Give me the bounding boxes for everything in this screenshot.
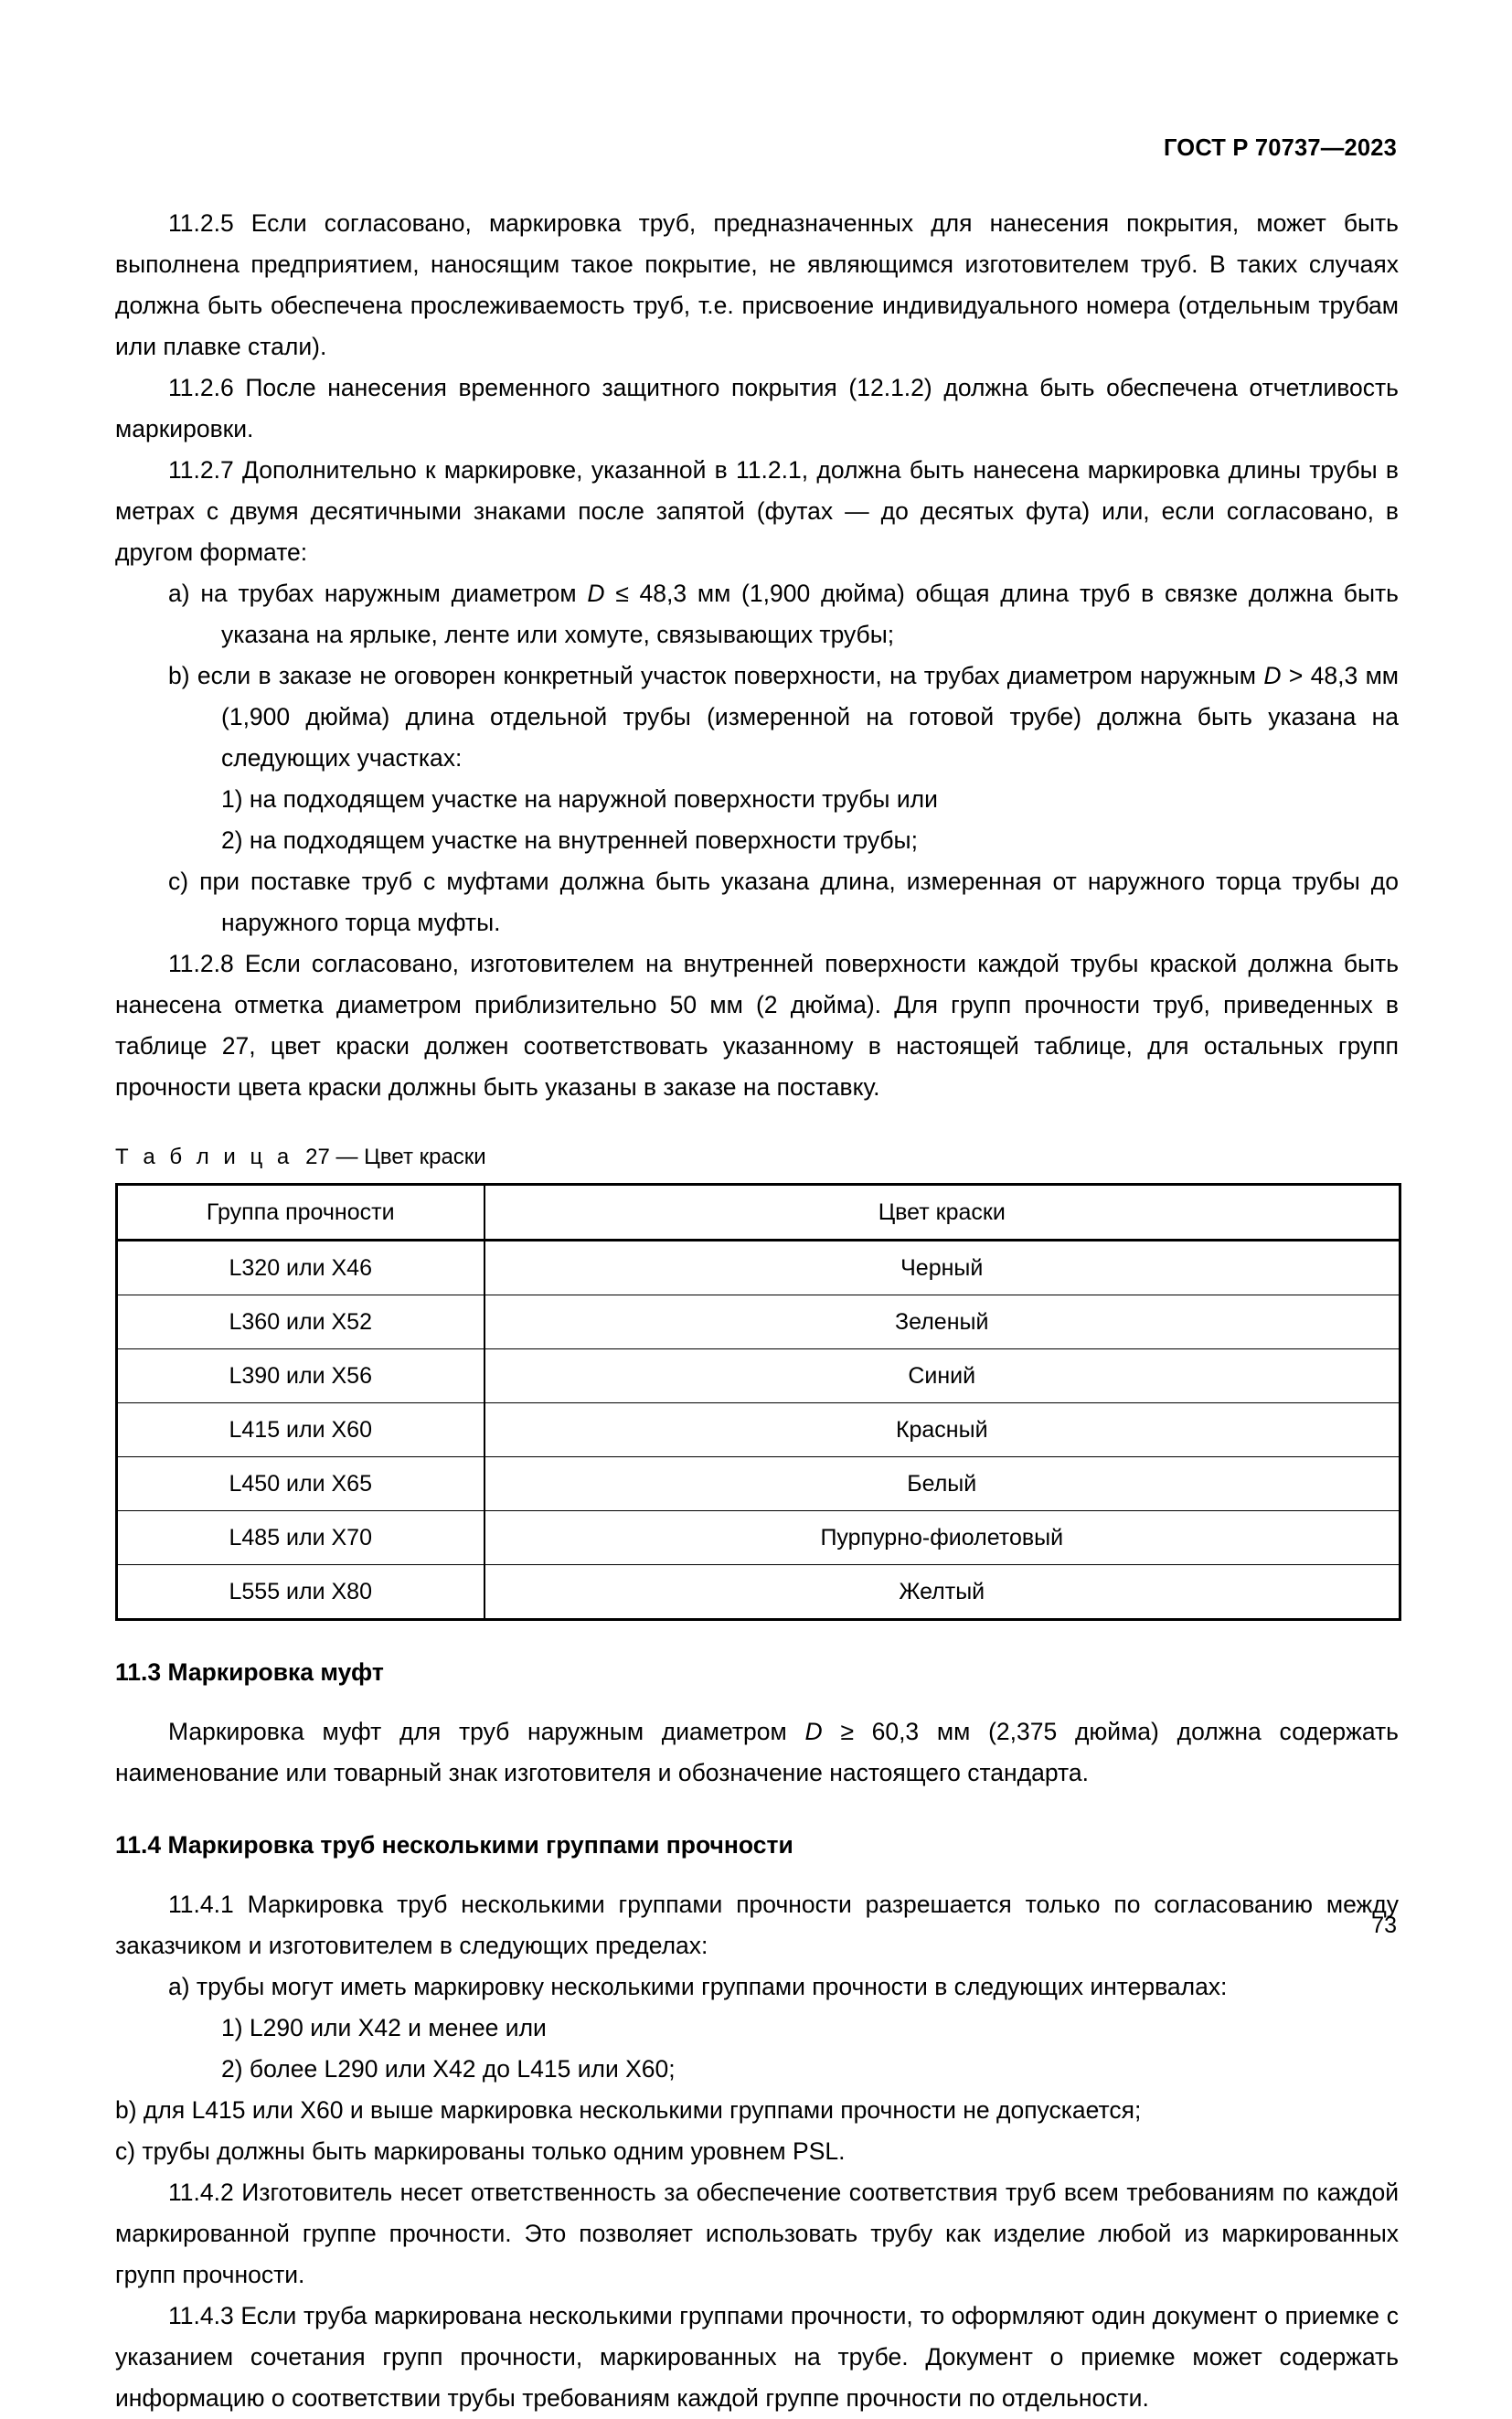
list2-item-a: a) трубы могут иметь маркировку несколькими группами прочности в следующих интервалах: (168, 1973, 1228, 2000)
column-header-paint-color: Цвет краски (484, 1185, 1400, 1241)
clause-11-2-6: 11.2.6 После нанесения временного защитного покрытия (12.1.2) должна быть обеспечена отчетливость маркировки. (115, 374, 1399, 442)
cell-strength-group: L555 или X80 (117, 1565, 484, 1620)
table-header-row (117, 1185, 1400, 1241)
cell-strength-group: L390 или X56 (117, 1349, 484, 1403)
table-row (117, 1241, 1400, 1295)
table-row (117, 1457, 1400, 1511)
table-caption-label: Т а б л и ц а (115, 1145, 293, 1169)
spacer (115, 1866, 1399, 1884)
table-27-paint-color (115, 1183, 1401, 1621)
list-item-b-sub-1: 1) на подходящем участке на наружной поверхности трубы или (221, 785, 938, 813)
heading-11-4: 11.4 Маркировка труб несколькими группами прочности (115, 1831, 793, 1859)
variable-d: D (587, 580, 605, 607)
cell-strength-group: L415 или X60 (117, 1403, 484, 1457)
list-item-b-sub-2: 2) на подходящем участке на внутренней поверхности трубы; (221, 826, 918, 854)
table-row (117, 1349, 1400, 1403)
list-item-b-text-pre: b) если в заказе не оговорен конкретный участок поверхности, на трубах диаметром наружным (168, 662, 1264, 689)
table-caption-title: Цвет краски (364, 1145, 486, 1169)
table-row (117, 1403, 1400, 1457)
cell-strength-group: L485 или X70 (117, 1511, 484, 1565)
list2-item-a-sub-1: 1) L290 или X42 и менее или (221, 2014, 547, 2041)
running-header-standard-ref: ГОСТ Р 70737—2023 (1163, 135, 1397, 161)
list-item-b-text-post: > 48,3 мм (1,900 дюйма) длина отдельной трубы (измеренной на готовой трубе) должна быть указана на следующих участках: (221, 662, 1400, 772)
table-caption-dash: — (335, 1145, 358, 1169)
cell-strength-group: L360 или X52 (117, 1295, 484, 1349)
table-row (117, 1511, 1400, 1565)
list2-item-b: b) для L415 или X60 и выше маркировка несколькими группами прочности не допускается; (115, 2096, 1142, 2124)
clause-11-2-7: 11.2.7 Дополнительно к маркировке, указанной в 11.2.1, должна быть нанесена маркировка длины трубы в метрах с двумя десятичными знаками после запятой (футах — до десятых фута) или, если согласовано, в другом формате: (115, 456, 1399, 566)
list2-item-c: c) трубы должны быть маркированы только одним уровнем PSL. (115, 2137, 846, 2165)
clause-11-4-3: 11.4.3 Если труба маркирована несколькими группами прочности, то оформляют один документ о приемке с указанием сочетания групп прочности, маркированных на трубе. Документ о приемке может содержать информацию о соответствии трубы требованиям каждой группе прочности по отдельности. (115, 2302, 1399, 2412)
list2-item-a-sub-2: 2) более L290 или X42 до L415 или X60; (221, 2055, 676, 2083)
cell-paint-color: Черный (484, 1241, 1400, 1295)
list-item-c: c) при поставке труб с муфтами должна быть указана длина, измеренная от наружного торца трубы до наружного торца муфты. (168, 868, 1399, 936)
spacer (115, 1693, 1399, 1711)
clause-11-4-2: 11.4.2 Изготовитель несет ответственность за обеспечение соответствия труб всем требованиям по каждой маркированной группе прочности. Это позволяет использовать трубу как изделие любой из маркированных групп прочности. (115, 2179, 1399, 2288)
cell-paint-color: Желтый (484, 1565, 1400, 1620)
cell-paint-color: Синий (484, 1349, 1400, 1403)
clause-11-4-1: 11.4.1 Маркировка труб несколькими группами прочности разрешается только по согласованию между заказчиком и изготовителем в следующих пределах: (115, 1891, 1399, 1959)
cell-paint-color: Зеленый (484, 1295, 1400, 1349)
spacer (115, 1108, 1399, 1139)
spacer (115, 1794, 1399, 1825)
cell-paint-color: Пурпурно-фиолетовый (484, 1511, 1400, 1565)
heading-11-3: 11.3 Маркировка муфт (115, 1658, 384, 1686)
clause-11-2-8: 11.2.8 Если согласовано, изготовителем на внутренней поверхности каждой трубы краской должна быть нанесена отметка диаметром приблизительно 50 мм (2 дюйма). Для групп прочности труб, приведенных в таблице 27, цвет краски должен соответствовать указанному в настоящей таблице, для остальных групп прочности цвета краски должны быть указаны в заказе на поставку. (115, 950, 1399, 1101)
list-item-a-text-pre: a) на трубах наружным диаметром (168, 580, 588, 607)
list-item-a-text-post: ≤ 48,3 мм (1,900 дюйма) общая длина труб в связке должна быть указана на ярлыке, ленте или хомуте, связывающих трубы; (221, 580, 1399, 648)
cell-paint-color: Белый (484, 1457, 1400, 1511)
cell-strength-group: L320 или X46 (117, 1241, 484, 1295)
spacer (115, 1621, 1399, 1652)
table-caption-number: 27 (305, 1145, 330, 1169)
clause-11-3-text-post: ≥ 60,3 мм (2,375 дюйма) должна содержать наименование или товарный знак изготовителя и обозначение настоящего стандарта. (115, 1718, 1399, 1786)
cell-paint-color: Красный (484, 1403, 1400, 1457)
clause-11-3-body (115, 1711, 1399, 1794)
table-row (117, 1295, 1400, 1349)
list-item-a (168, 573, 1399, 655)
column-header-strength-group: Группа прочности (117, 1185, 484, 1241)
spacer (115, 1176, 1399, 1183)
table-body (117, 1241, 1400, 1620)
cell-strength-group: L450 или X65 (117, 1457, 484, 1511)
clause-11-3-text-pre: Маркировка муфт для труб наружным диаметром (168, 1718, 805, 1745)
clause-11-2-5: 11.2.5 Если согласовано, маркировка труб, предназначенных для нанесения покрытия, может быть выполнена предприятием, наносящим такое покрытие, не являющимся изготовителем труб. В таких случаях должна быть обеспечена прослеживаемость труб, т.е. присвоение индивидуального номера (отдельным трубам или плавке стали). (115, 209, 1399, 360)
variable-d: D (1263, 662, 1282, 689)
table-header (117, 1185, 1400, 1241)
list-item-b (168, 655, 1399, 779)
page-number: 73 (1371, 1913, 1397, 1938)
page-content (115, 203, 1399, 2419)
table-27-caption (115, 1139, 1399, 1176)
table-row (117, 1565, 1400, 1620)
variable-d: D (804, 1718, 823, 1745)
